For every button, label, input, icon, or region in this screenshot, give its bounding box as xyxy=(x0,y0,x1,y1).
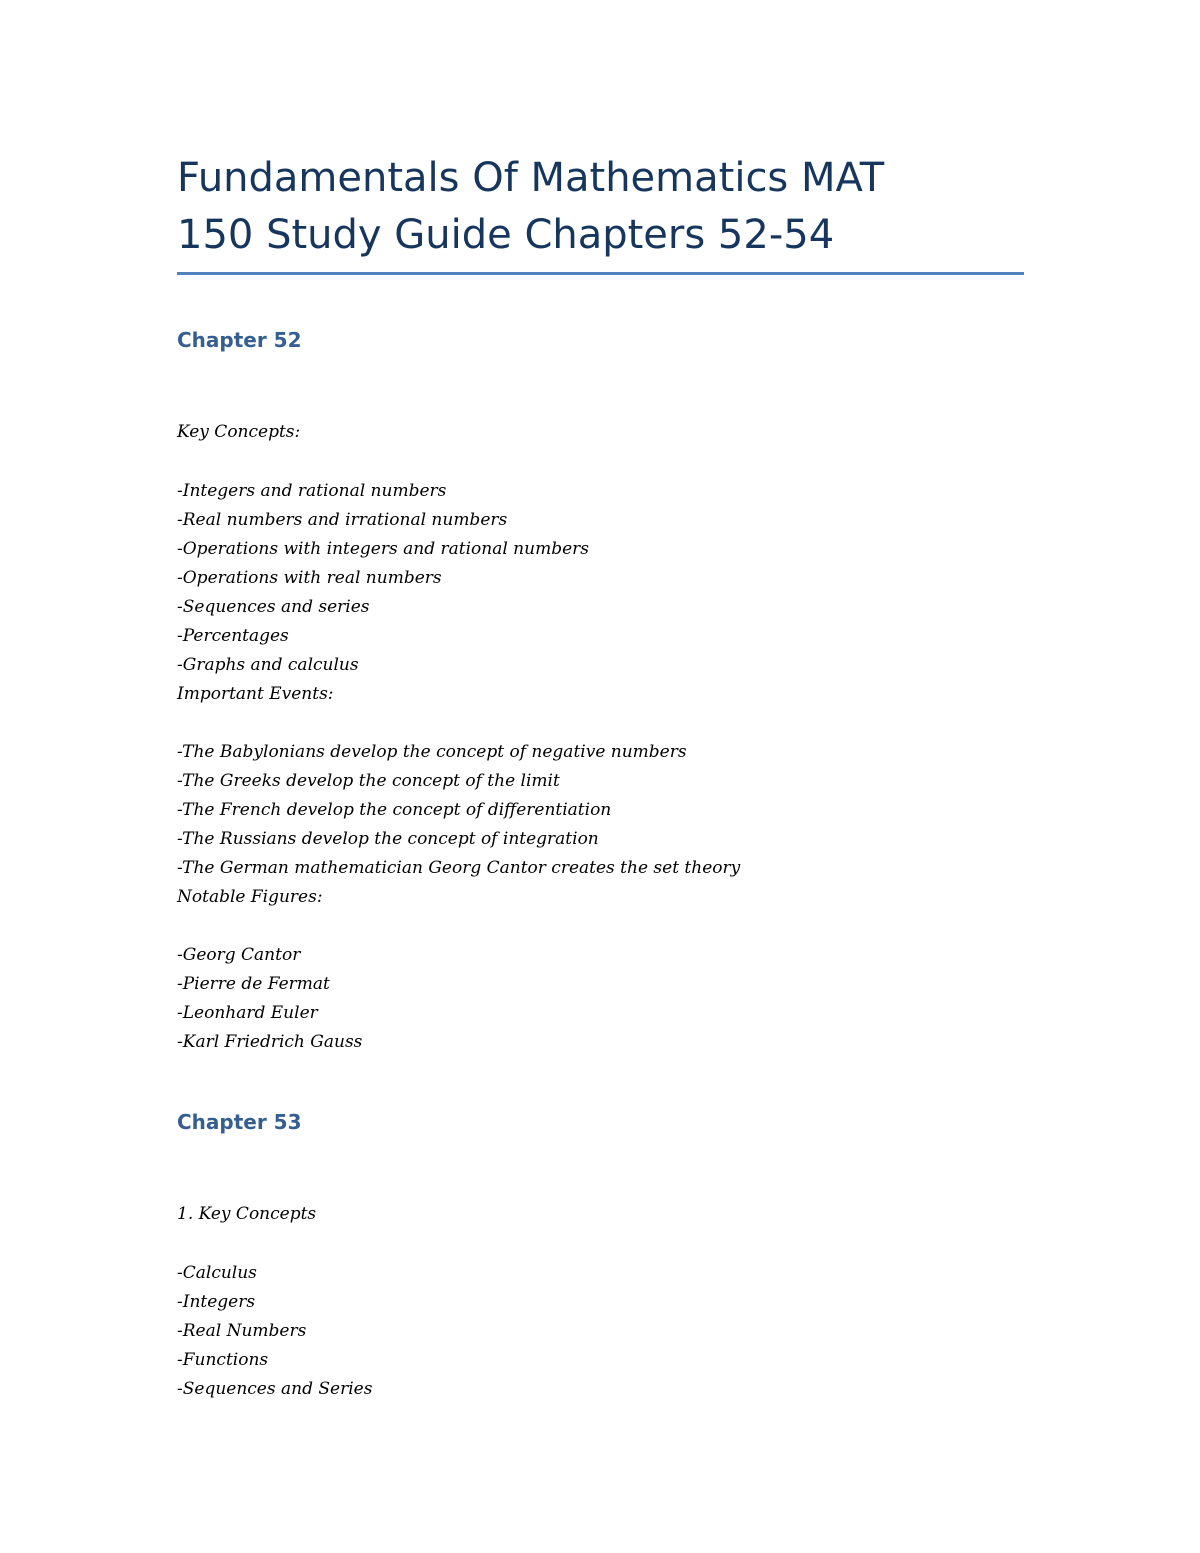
chapter-52-key-concept-item: -Percentages xyxy=(177,626,289,646)
chapter-52-key-concept-item: -Real numbers and irrational numbers xyxy=(177,510,508,530)
chapter-53-heading: Chapter 53 xyxy=(177,1110,302,1134)
document-title-line-2: 150 Study Guide Chapters 52-54 xyxy=(177,212,835,258)
document-title xyxy=(177,150,1027,264)
chapter-52-important-event-item: -The Russians develop the concept of integration xyxy=(177,829,599,849)
chapter-52-key-concept-item: -Sequences and series xyxy=(177,597,370,617)
chapter-53-key-concept-item: -Real Numbers xyxy=(177,1321,307,1341)
chapter-52-notable-figures-label: Notable Figures: xyxy=(177,887,323,907)
chapter-52-key-concept-item: -Operations with real numbers xyxy=(177,568,442,588)
chapter-52-key-concept-item: -Integers and rational numbers xyxy=(177,481,447,501)
chapter-53-key-concept-item: -Sequences and Series xyxy=(177,1379,373,1399)
chapter-53-key-concepts-label: 1. Key Concepts xyxy=(177,1204,317,1224)
chapter-52-key-concept-item: -Operations with integers and rational numbers xyxy=(177,539,589,559)
chapter-52-heading: Chapter 52 xyxy=(177,328,302,352)
chapter-52-important-event-item: -The French develop the concept of differentiation xyxy=(177,800,612,820)
chapter-53-key-concept-item: -Functions xyxy=(177,1350,269,1370)
chapter-52-important-event-item: -The Babylonians develop the concept of negative numbers xyxy=(177,742,687,762)
chapter-52-key-concepts-label: Key Concepts: xyxy=(177,422,301,442)
chapter-52-important-event-item: -The Greeks develop the concept of the limit xyxy=(177,771,560,791)
document-title-line-1: Fundamentals Of Mathematics MAT xyxy=(177,155,885,201)
chapter-52-important-event-item: -The German mathematician Georg Cantor creates the set theory xyxy=(177,858,741,878)
chapter-52-notable-figure-item: -Leonhard Euler xyxy=(177,1003,318,1023)
chapter-53-key-concept-item: -Calculus xyxy=(177,1263,257,1283)
chapter-53-key-concept-item: -Integers xyxy=(177,1292,256,1312)
chapter-52-notable-figure-item: -Karl Friedrich Gauss xyxy=(177,1032,363,1052)
chapter-52-notable-figure-item: -Georg Cantor xyxy=(177,945,301,965)
title-underline-rule xyxy=(177,272,1024,275)
chapter-52-key-concept-item: -Graphs and calculus xyxy=(177,655,359,675)
chapter-52-notable-figure-item: -Pierre de Fermat xyxy=(177,974,330,994)
chapter-52-important-events-label: Important Events: xyxy=(177,684,334,704)
